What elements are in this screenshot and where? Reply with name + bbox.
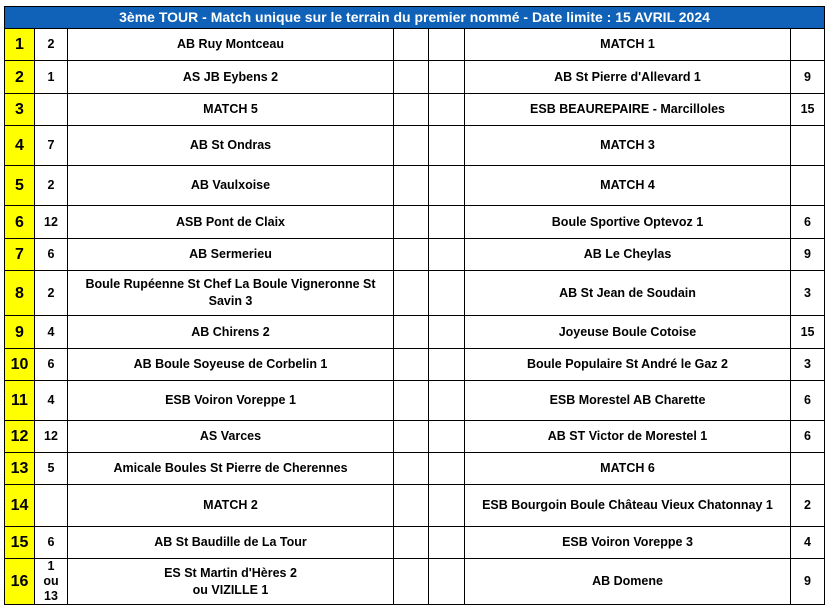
away-team: MATCH 6 [465, 453, 791, 485]
match-row [5, 166, 825, 206]
match-number: 1 [5, 29, 35, 61]
away-team-points [791, 29, 825, 61]
match-row [5, 206, 825, 239]
away-team-points [791, 126, 825, 166]
match-number: 6 [5, 206, 35, 239]
match-number: 8 [5, 271, 35, 316]
blank-cell [394, 421, 429, 453]
away-team: Joyeuse Boule Cotoise [465, 316, 791, 349]
home-team-points: 6 [35, 527, 68, 559]
blank-cell [429, 316, 465, 349]
away-team: MATCH 3 [465, 126, 791, 166]
home-team-points: 1 [35, 61, 68, 94]
blank-cell [429, 453, 465, 485]
blank-cell [429, 271, 465, 316]
match-number: 16 [5, 559, 35, 605]
match-number: 9 [5, 316, 35, 349]
home-team-points [35, 485, 68, 527]
away-team-points: 15 [791, 94, 825, 126]
away-team: MATCH 1 [465, 29, 791, 61]
away-team: AB ST Victor de Morestel 1 [465, 421, 791, 453]
blank-cell [394, 453, 429, 485]
home-team-line: ou VIZILLE 1 [192, 582, 269, 597]
blank-cell [394, 527, 429, 559]
blank-cell [394, 271, 429, 316]
home-team [68, 559, 394, 605]
away-team: ESB Morestel AB Charette [465, 381, 791, 421]
blank-cell [429, 421, 465, 453]
away-team-points: 3 [791, 349, 825, 381]
away-team-points: 6 [791, 206, 825, 239]
match-number: 4 [5, 126, 35, 166]
blank-cell [429, 349, 465, 381]
home-team-points: 12 [35, 421, 68, 453]
blank-cell [429, 239, 465, 271]
blank-cell [394, 29, 429, 61]
away-team: ESB Voiron Voreppe 3 [465, 527, 791, 559]
match-number: 13 [5, 453, 35, 485]
sheet-title: 3ème TOUR - Match unique sur le terrain du premier nommé - Date limite : 15 AVRIL 2024 [5, 7, 825, 29]
away-team-points: 3 [791, 271, 825, 316]
home-team-line: ES St Martin d'Hères 2 [164, 565, 297, 580]
home-team: MATCH 5 [68, 94, 394, 126]
away-team-points: 4 [791, 527, 825, 559]
blank-cell [394, 559, 429, 605]
blank-cell [429, 94, 465, 126]
home-team: MATCH 2 [68, 485, 394, 527]
home-team: Boule Rupéenne St Chef La Boule Vigneronne St Savin 3 [68, 271, 394, 316]
home-team-points-line: ou [43, 574, 59, 588]
away-team: AB St Jean de Soudain [465, 271, 791, 316]
away-team-points: 15 [791, 316, 825, 349]
away-team: AB St Pierre d'Allevard 1 [465, 61, 791, 94]
match-row [5, 381, 825, 421]
home-team: Amicale Boules St Pierre de Cherennes [68, 453, 394, 485]
match-row [5, 61, 825, 94]
home-team-points-line: 13 [44, 589, 58, 603]
home-team-points [35, 94, 68, 126]
blank-cell [394, 349, 429, 381]
home-team-points: 2 [35, 29, 68, 61]
blank-cell [394, 94, 429, 126]
blank-cell [429, 381, 465, 421]
blank-cell [429, 29, 465, 61]
match-row [5, 239, 825, 271]
blank-cell [429, 61, 465, 94]
home-team: AS JB Eybens 2 [68, 61, 394, 94]
home-team-points: 2 [35, 166, 68, 206]
away-team: ESB BEAUREPAIRE - Marcilloles [465, 94, 791, 126]
match-row [5, 271, 825, 316]
draw-table [4, 6, 825, 605]
home-team: AB St Baudille de La Tour [68, 527, 394, 559]
match-row [5, 453, 825, 485]
away-team: ESB Bourgoin Boule Château Vieux Chatonnay 1 [465, 485, 791, 527]
home-team-points: 7 [35, 126, 68, 166]
away-team-points: 9 [791, 61, 825, 94]
blank-cell [394, 485, 429, 527]
match-number: 11 [5, 381, 35, 421]
home-team-points: 4 [35, 316, 68, 349]
away-team-points: 9 [791, 559, 825, 605]
away-team: AB Domene [465, 559, 791, 605]
away-team-points: 6 [791, 381, 825, 421]
match-row [5, 421, 825, 453]
home-team-points: 6 [35, 349, 68, 381]
away-team-points: 9 [791, 239, 825, 271]
blank-cell [394, 316, 429, 349]
match-row [5, 94, 825, 126]
away-team: MATCH 4 [465, 166, 791, 206]
blank-cell [394, 381, 429, 421]
blank-cell [429, 485, 465, 527]
home-team-points-line: 1 [47, 559, 55, 573]
blank-cell [394, 166, 429, 206]
match-row [5, 126, 825, 166]
home-team-points: 5 [35, 453, 68, 485]
blank-cell [429, 126, 465, 166]
blank-cell [394, 61, 429, 94]
match-number: 5 [5, 166, 35, 206]
match-row [5, 316, 825, 349]
blank-cell [429, 559, 465, 605]
match-number: 3 [5, 94, 35, 126]
blank-cell [429, 527, 465, 559]
home-team-points: 12 [35, 206, 68, 239]
home-team: AB St Ondras [68, 126, 394, 166]
match-row [5, 29, 825, 61]
away-team: Boule Sportive Optevoz 1 [465, 206, 791, 239]
match-number: 7 [5, 239, 35, 271]
home-team: AS Varces [68, 421, 394, 453]
match-row [5, 559, 825, 605]
home-team: AB Ruy Montceau [68, 29, 394, 61]
match-number: 14 [5, 485, 35, 527]
home-team: ESB Voiron Voreppe 1 [68, 381, 394, 421]
blank-cell [394, 239, 429, 271]
home-team: AB Boule Soyeuse de Corbelin 1 [68, 349, 394, 381]
match-row [5, 349, 825, 381]
home-team: AB Sermerieu [68, 239, 394, 271]
home-team: AB Chirens 2 [68, 316, 394, 349]
blank-cell [394, 206, 429, 239]
home-team: ASB Pont de Claix [68, 206, 394, 239]
away-team: Boule Populaire St André le Gaz 2 [465, 349, 791, 381]
match-number: 12 [5, 421, 35, 453]
home-team-points: 6 [35, 239, 68, 271]
home-team-points [35, 559, 68, 605]
blank-cell [429, 206, 465, 239]
home-team-points: 2 [35, 271, 68, 316]
away-team-points [791, 453, 825, 485]
home-team-points: 4 [35, 381, 68, 421]
match-row [5, 485, 825, 527]
away-team-points: 2 [791, 485, 825, 527]
away-team-points [791, 166, 825, 206]
blank-cell [429, 166, 465, 206]
match-number: 10 [5, 349, 35, 381]
blank-cell [394, 126, 429, 166]
match-number: 2 [5, 61, 35, 94]
match-number: 15 [5, 527, 35, 559]
away-team-points: 6 [791, 421, 825, 453]
away-team: AB Le Cheylas [465, 239, 791, 271]
match-row [5, 527, 825, 559]
home-team: AB Vaulxoise [68, 166, 394, 206]
